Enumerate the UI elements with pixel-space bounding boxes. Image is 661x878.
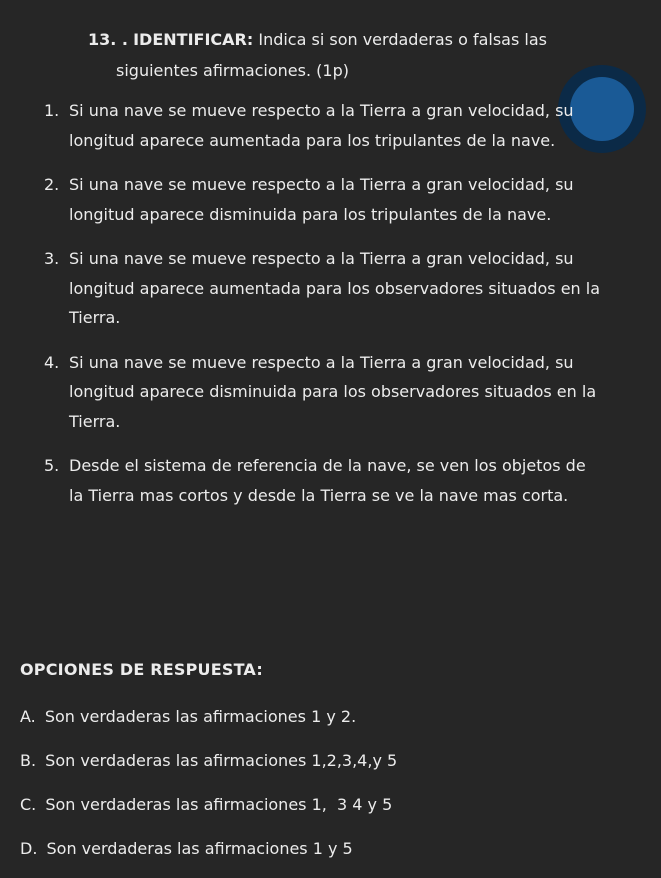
- statement-text: Si una nave se mueve respecto a la Tierra a gran velocidad, su longitud aparece disminuida para los observadores situados en la Tierra.: [69, 352, 597, 431]
- options-title: OPCIONES DE RESPUESTA:: [20, 660, 263, 679]
- answer-option-c[interactable]: [20, 790, 397, 834]
- statement-item: [44, 96, 604, 155]
- option-text: Son verdaderas las afirmaciones 1 y 5: [46, 839, 353, 858]
- answer-option-a[interactable]: [20, 702, 397, 746]
- statement-index: 4.: [44, 352, 60, 372]
- statement-index: 5.: [44, 456, 60, 475]
- question-instruction-cont: siguientes afirmaciones. (1p): [116, 61, 349, 80]
- question-header: [88, 24, 608, 86]
- question-keyword: IDENTIFICAR:: [133, 30, 254, 49]
- option-text: Son verdaderas las afirmaciones 1 y 2.: [44, 707, 357, 726]
- option-letter: D.: [20, 839, 38, 858]
- statement-item: [44, 170, 604, 229]
- statement-text: Si una nave se mueve respecto a la Tierra a gran velocidad, su longitud aparece aumentada para los tripulantes de la nave.: [69, 101, 574, 150]
- option-letter: C.: [20, 795, 37, 814]
- statement-index: 3.: [44, 249, 60, 268]
- statement-item: [44, 348, 604, 437]
- option-letter: B.: [20, 751, 37, 770]
- statement-item: [44, 244, 604, 333]
- statement-text: Desde el sistema de referencia de la nave, se ven los objetos de la Tierra mas cortos y desde la Tierra se ve la nave mas corta.: [69, 456, 586, 505]
- option-letter: A.: [20, 707, 36, 726]
- statement-text: Si una nave se mueve respecto a la Tierra a gran velocidad, su longitud aparece aumentada para los observadores situados en la Tierra.: [69, 249, 601, 327]
- answer-option-b[interactable]: [20, 746, 397, 790]
- option-text: Son verdaderas las afirmaciones 1, 3 4 y 5: [45, 795, 393, 814]
- statement-item: [44, 451, 604, 510]
- statement-index: 2.: [44, 175, 60, 194]
- question-number: 13. .: [88, 30, 128, 49]
- statement-list: [44, 96, 604, 525]
- statement-text: Si una nave se mueve respecto a la Tierra a gran velocidad, su longitud aparece disminuida para los tripulantes de la nave.: [69, 175, 574, 224]
- answer-options: [20, 702, 397, 878]
- question-instruction: Indica si son verdaderas o falsas las: [258, 30, 547, 49]
- option-text: Son verdaderas las afirmaciones 1,2,3,4,y 5: [45, 751, 398, 770]
- statement-index: 1.: [44, 101, 60, 120]
- answer-option-d[interactable]: [20, 834, 397, 878]
